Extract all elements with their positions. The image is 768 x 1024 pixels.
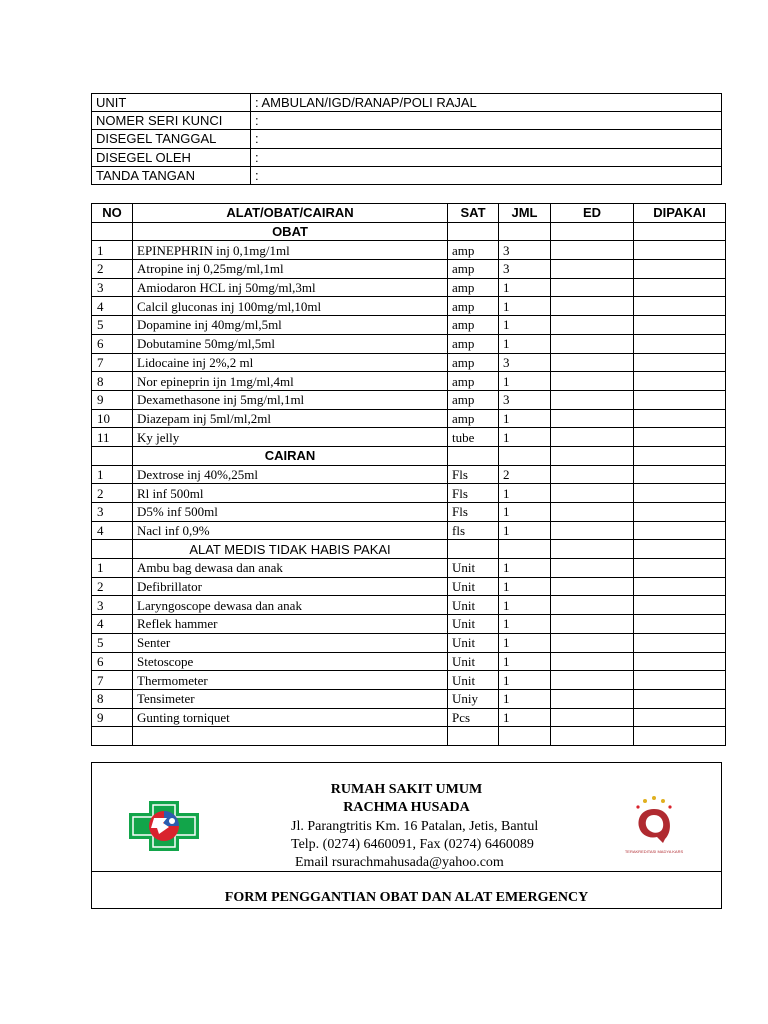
empty-cell bbox=[551, 446, 634, 465]
cell-sat: amp bbox=[448, 241, 499, 260]
cell-dipakai bbox=[634, 334, 726, 353]
hospital-phone: Telp. (0274) 6460091, Fax (0274) 6460089 bbox=[291, 837, 534, 852]
cell-no: 9 bbox=[92, 708, 133, 727]
cell-jml: 1 bbox=[499, 652, 551, 671]
table-row bbox=[92, 708, 726, 727]
cell-no: 11 bbox=[92, 428, 133, 447]
info-label: NOMER SERI KUNCI bbox=[92, 112, 251, 130]
info-value: : bbox=[251, 148, 722, 166]
blank-row bbox=[92, 727, 726, 746]
empty-cell bbox=[133, 727, 448, 746]
table-row bbox=[92, 353, 726, 372]
cell-item: Thermometer bbox=[133, 671, 448, 690]
cell-sat: Fls bbox=[448, 503, 499, 522]
cell-ed bbox=[551, 652, 634, 671]
cell-ed bbox=[551, 428, 634, 447]
info-row bbox=[92, 112, 722, 130]
empty-cell bbox=[448, 727, 499, 746]
cell-dipakai bbox=[634, 652, 726, 671]
cell-sat: Unit bbox=[448, 671, 499, 690]
cell-dipakai bbox=[634, 559, 726, 578]
table-row bbox=[92, 652, 726, 671]
cell-item: Lidocaine inj 2%,2 ml bbox=[133, 353, 448, 372]
cell-ed bbox=[551, 671, 634, 690]
cell-no: 6 bbox=[92, 334, 133, 353]
info-row bbox=[92, 130, 722, 148]
table-row bbox=[92, 521, 726, 540]
kars-accreditation-logo-icon bbox=[633, 795, 675, 865]
form-title: FORM PENGGANTIAN OBAT DAN ALAT EMERGENCY bbox=[224, 890, 589, 905]
cell-ed bbox=[551, 241, 634, 260]
cell-sat: Pcs bbox=[448, 708, 499, 727]
cell-dipakai bbox=[634, 465, 726, 484]
cell-no: 4 bbox=[92, 615, 133, 634]
section-row-alat bbox=[92, 540, 726, 559]
cell-dipakai bbox=[634, 633, 726, 652]
cell-jml: 1 bbox=[499, 708, 551, 727]
table-row bbox=[92, 689, 726, 708]
cell-no: 8 bbox=[92, 372, 133, 391]
cell-item: Nacl inf 0,9% bbox=[133, 521, 448, 540]
cell-no: 6 bbox=[92, 652, 133, 671]
cell-jml: 2 bbox=[499, 465, 551, 484]
section-row-cairan bbox=[92, 446, 726, 465]
cell-jml: 1 bbox=[499, 372, 551, 391]
empty-cell bbox=[448, 540, 499, 559]
cell-no: 2 bbox=[92, 260, 133, 279]
info-label: UNIT bbox=[92, 94, 251, 112]
cell-jml: 1 bbox=[499, 409, 551, 428]
cell-item: Rl inf 500ml bbox=[133, 484, 448, 503]
cell-sat: fls bbox=[448, 521, 499, 540]
cell-item: Senter bbox=[133, 633, 448, 652]
col-header-no: NO bbox=[92, 204, 133, 223]
info-value: : AMBULAN/IGD/RANAP/POLI RAJAL bbox=[251, 94, 722, 112]
cell-ed bbox=[551, 521, 634, 540]
cell-no: 4 bbox=[92, 521, 133, 540]
cell-dipakai bbox=[634, 278, 726, 297]
info-label: DISEGEL OLEH bbox=[92, 148, 251, 166]
cell-ed bbox=[551, 334, 634, 353]
cell-ed bbox=[551, 708, 634, 727]
col-header-dipakai: DIPAKAI bbox=[634, 204, 726, 223]
info-value: : bbox=[251, 130, 722, 148]
cell-item: Laryngoscope dewasa dan anak bbox=[133, 596, 448, 615]
cell-no: 2 bbox=[92, 484, 133, 503]
cell-no: 1 bbox=[92, 241, 133, 260]
cell-ed bbox=[551, 316, 634, 335]
cell-sat: amp bbox=[448, 334, 499, 353]
cell-sat: tube bbox=[448, 428, 499, 447]
cell-item: Atropine inj 0,25mg/ml,1ml bbox=[133, 260, 448, 279]
cell-no: 9 bbox=[92, 390, 133, 409]
empty-cell bbox=[499, 446, 551, 465]
empty-cell bbox=[634, 446, 726, 465]
cell-item: Tensimeter bbox=[133, 689, 448, 708]
table-row bbox=[92, 390, 726, 409]
cell-sat: Unit bbox=[448, 577, 499, 596]
cell-sat: Uniy bbox=[448, 689, 499, 708]
table-row bbox=[92, 372, 726, 391]
hospital-address: Jl. Parangtritis Km. 16 Patalan, Jetis, Bantul bbox=[291, 819, 539, 834]
info-row bbox=[92, 166, 722, 184]
cell-no: 5 bbox=[92, 633, 133, 652]
table-row bbox=[92, 503, 726, 522]
cell-jml: 1 bbox=[499, 297, 551, 316]
cell-jml: 1 bbox=[499, 428, 551, 447]
cell-sat: Unit bbox=[448, 633, 499, 652]
cell-ed bbox=[551, 372, 634, 391]
empty-cell bbox=[634, 222, 726, 241]
cell-jml: 1 bbox=[499, 484, 551, 503]
col-header-jml: JML bbox=[499, 204, 551, 223]
info-value: : bbox=[251, 166, 722, 184]
cell-ed bbox=[551, 596, 634, 615]
cell-item: EPINEPHRIN inj 0,1mg/1ml bbox=[133, 241, 448, 260]
cell-jml: 1 bbox=[499, 689, 551, 708]
footer-divider bbox=[92, 871, 721, 872]
empty-cell bbox=[551, 727, 634, 746]
cell-jml: 1 bbox=[499, 559, 551, 578]
cell-jml: 3 bbox=[499, 390, 551, 409]
empty-cell bbox=[551, 222, 634, 241]
cell-sat: amp bbox=[448, 353, 499, 372]
empty-cell bbox=[499, 540, 551, 559]
table-header-row bbox=[92, 204, 726, 223]
cell-item: Defibrillator bbox=[133, 577, 448, 596]
cell-item: Calcil gluconas inj 100mg/ml,10ml bbox=[133, 297, 448, 316]
info-label: TANDA TANGAN bbox=[92, 166, 251, 184]
cell-no: 8 bbox=[92, 689, 133, 708]
cell-sat: amp bbox=[448, 390, 499, 409]
hospital-name-line2: RACHMA HUSADA bbox=[343, 800, 470, 815]
cell-no: 3 bbox=[92, 278, 133, 297]
empty-cell bbox=[92, 446, 133, 465]
table-row bbox=[92, 577, 726, 596]
cell-no: 10 bbox=[92, 409, 133, 428]
cell-item: Ky jelly bbox=[133, 428, 448, 447]
empty-cell bbox=[448, 446, 499, 465]
cell-jml: 1 bbox=[499, 671, 551, 690]
cell-jml: 1 bbox=[499, 596, 551, 615]
cell-item: D5% inf 500ml bbox=[133, 503, 448, 522]
empty-cell bbox=[92, 727, 133, 746]
cell-ed bbox=[551, 409, 634, 428]
info-row bbox=[92, 94, 722, 112]
cell-jml: 1 bbox=[499, 577, 551, 596]
table-row bbox=[92, 334, 726, 353]
cell-item: Dexamethasone inj 5mg/ml,1ml bbox=[133, 390, 448, 409]
cell-item: Stetoscope bbox=[133, 652, 448, 671]
cell-dipakai bbox=[634, 503, 726, 522]
section-row-obat bbox=[92, 222, 726, 241]
info-value: : bbox=[251, 112, 722, 130]
seal-info-table bbox=[91, 93, 722, 185]
cell-item: Amiodaron HCL inj 50mg/ml,3ml bbox=[133, 278, 448, 297]
cell-jml: 1 bbox=[499, 503, 551, 522]
table-row bbox=[92, 633, 726, 652]
cell-dipakai bbox=[634, 671, 726, 690]
cell-no: 1 bbox=[92, 465, 133, 484]
cell-item: Dopamine inj 40mg/ml,5ml bbox=[133, 316, 448, 335]
table-row bbox=[92, 278, 726, 297]
section-title: ALAT MEDIS TIDAK HABIS PAKAI bbox=[133, 540, 448, 559]
cell-jml: 1 bbox=[499, 521, 551, 540]
empty-cell bbox=[92, 540, 133, 559]
cell-item: Nor epineprin ijn 1mg/ml,4ml bbox=[133, 372, 448, 391]
cell-jml: 3 bbox=[499, 241, 551, 260]
empty-cell bbox=[634, 540, 726, 559]
cell-ed bbox=[551, 260, 634, 279]
cell-ed bbox=[551, 390, 634, 409]
table-row bbox=[92, 671, 726, 690]
cell-dipakai bbox=[634, 428, 726, 447]
table-row bbox=[92, 316, 726, 335]
table-row bbox=[92, 596, 726, 615]
cell-no: 1 bbox=[92, 559, 133, 578]
hospital-name-line1: RUMAH SAKIT UMUM bbox=[330, 782, 483, 797]
cell-dipakai bbox=[634, 353, 726, 372]
info-row bbox=[92, 148, 722, 166]
cell-dipakai bbox=[634, 260, 726, 279]
col-header-item: ALAT/OBAT/CAIRAN bbox=[133, 204, 448, 223]
cell-item: Gunting torniquet bbox=[133, 708, 448, 727]
cell-ed bbox=[551, 353, 634, 372]
cell-ed bbox=[551, 633, 634, 652]
cell-ed bbox=[551, 689, 634, 708]
cell-no: 7 bbox=[92, 671, 133, 690]
empty-cell bbox=[551, 540, 634, 559]
cell-dipakai bbox=[634, 708, 726, 727]
cell-dipakai bbox=[634, 577, 726, 596]
info-label: DISEGEL TANGGAL bbox=[92, 130, 251, 148]
cell-ed bbox=[551, 559, 634, 578]
table-row bbox=[92, 559, 726, 578]
cell-ed bbox=[551, 465, 634, 484]
table-row bbox=[92, 241, 726, 260]
empty-cell bbox=[634, 727, 726, 746]
table-row bbox=[92, 297, 726, 316]
cell-ed bbox=[551, 503, 634, 522]
cell-sat: amp bbox=[448, 260, 499, 279]
cell-ed bbox=[551, 484, 634, 503]
table-row bbox=[92, 409, 726, 428]
cell-no: 2 bbox=[92, 577, 133, 596]
cell-item: Diazepam inj 5ml/ml,2ml bbox=[133, 409, 448, 428]
cell-item: Dobutamine 50mg/ml,5ml bbox=[133, 334, 448, 353]
empty-cell bbox=[448, 222, 499, 241]
cell-dipakai bbox=[634, 316, 726, 335]
cell-dipakai bbox=[634, 409, 726, 428]
cell-dipakai bbox=[634, 297, 726, 316]
cell-jml: 1 bbox=[499, 633, 551, 652]
table-row bbox=[92, 428, 726, 447]
cell-dipakai bbox=[634, 615, 726, 634]
cell-jml: 1 bbox=[499, 615, 551, 634]
table-row bbox=[92, 465, 726, 484]
cell-jml: 1 bbox=[499, 316, 551, 335]
hospital-footer bbox=[91, 762, 722, 909]
col-header-sat: SAT bbox=[448, 204, 499, 223]
cell-dipakai bbox=[634, 689, 726, 708]
table-row bbox=[92, 615, 726, 634]
cell-jml: 3 bbox=[499, 353, 551, 372]
cell-dipakai bbox=[634, 521, 726, 540]
cell-ed bbox=[551, 297, 634, 316]
cell-sat: Unit bbox=[448, 615, 499, 634]
cell-ed bbox=[551, 577, 634, 596]
hospital-email: Email rsurachmahusada@yahoo.com bbox=[295, 855, 504, 870]
cell-no: 4 bbox=[92, 297, 133, 316]
cell-sat: amp bbox=[448, 316, 499, 335]
cell-sat: amp bbox=[448, 409, 499, 428]
accreditation-text: TERAKREDITASI MADYA KARS bbox=[624, 849, 684, 854]
cell-sat: amp bbox=[448, 372, 499, 391]
cell-dipakai bbox=[634, 484, 726, 503]
cell-sat: amp bbox=[448, 278, 499, 297]
col-header-ed: ED bbox=[551, 204, 634, 223]
cell-item: Ambu bag dewasa dan anak bbox=[133, 559, 448, 578]
cell-ed bbox=[551, 278, 634, 297]
empty-cell bbox=[499, 727, 551, 746]
cell-jml: 1 bbox=[499, 334, 551, 353]
cell-dipakai bbox=[634, 596, 726, 615]
cell-sat: Unit bbox=[448, 596, 499, 615]
cell-dipakai bbox=[634, 372, 726, 391]
cell-ed bbox=[551, 615, 634, 634]
cell-jml: 1 bbox=[499, 278, 551, 297]
cell-jml: 3 bbox=[499, 260, 551, 279]
empty-cell bbox=[499, 222, 551, 241]
section-title: OBAT bbox=[133, 222, 448, 241]
cell-sat: Unit bbox=[448, 559, 499, 578]
cell-no: 5 bbox=[92, 316, 133, 335]
section-title: CAIRAN bbox=[133, 446, 448, 465]
cell-no: 7 bbox=[92, 353, 133, 372]
cell-item: Dextrose inj 40%,25ml bbox=[133, 465, 448, 484]
cell-sat: Fls bbox=[448, 465, 499, 484]
table-row bbox=[92, 260, 726, 279]
cell-item: Reflek hammer bbox=[133, 615, 448, 634]
cell-no: 3 bbox=[92, 596, 133, 615]
table-row bbox=[92, 484, 726, 503]
empty-cell bbox=[92, 222, 133, 241]
cell-no: 3 bbox=[92, 503, 133, 522]
cell-sat: Fls bbox=[448, 484, 499, 503]
cell-sat: Unit bbox=[448, 652, 499, 671]
emergency-items-table bbox=[91, 203, 726, 746]
cell-dipakai bbox=[634, 241, 726, 260]
cell-sat: amp bbox=[448, 297, 499, 316]
cell-dipakai bbox=[634, 390, 726, 409]
